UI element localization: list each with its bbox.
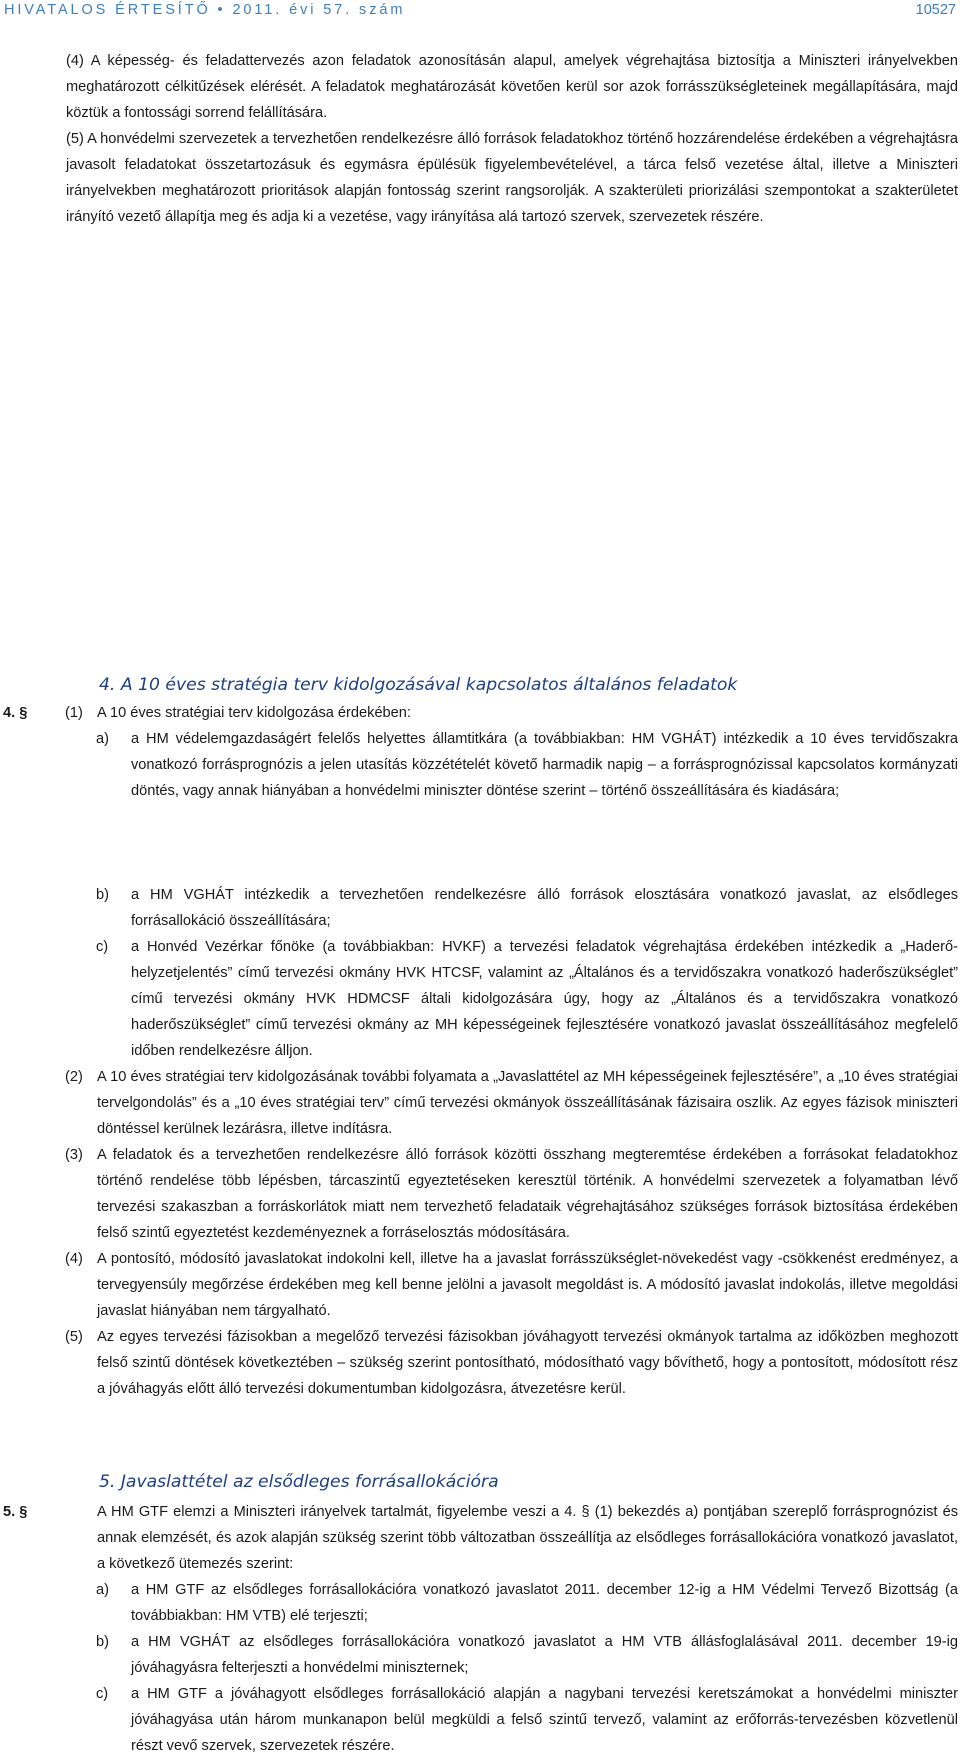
s5-item-a (96, 1578, 958, 1630)
section-5-title: 5. Javaslattétel az elsődleges forrásallokációra (99, 1472, 499, 1492)
s4-item-3-text: A feladatok és a tervezhetően rendelkezésre álló források közötti összhang megteremtése érdekében a forrásokat feladatokhoz történő rendelése több lépésben, tárcaszintű egyeztetéseken keresztül történik. A honvédelmi szervezetek a folyamatban lévő tervezési szakaszban a forráskorlátok miatt nem tervezhető feladataik végrehajtásához szükséges források biztosítása érdekében felső szintű egyeztetést kezdeményeznek a forráselosztás módosítására. (97, 1147, 958, 1241)
page-number: 10527 (915, 2, 956, 18)
s4-item-2-mark: (2) (65, 1069, 83, 1085)
s4-item-3 (65, 1143, 958, 1247)
s4-item-1-mark: (1) (65, 705, 83, 721)
s4-item-5-text: Az egyes tervezési fázisokban a megelőző tervezési fázisokban jóváhagyott tervezési okmányok tartalma az időközben meghozott felső szintű döntések következtében – szükség szerint pontosítható, módosítható vagy bővíthető, hogy a pontosított, módosított rész a jóváhagyás előtt álló tervezési dokumentumban kidolgozásra, átvezetésre kerül. (97, 1329, 958, 1397)
s4-item-c-mark: c) (96, 939, 109, 955)
s4-item-b-text: a HM VGHÁT intézkedik a tervezhetően rendelkezésre álló források elosztására vonatkozó javaslat, az elsődleges forrásallokáció összeállítására; (131, 887, 958, 929)
s4-item-c-text: a Honvéd Vezérkar főnöke (a továbbiakban: HVKF) a tervezési feladatok végrehajtása érdekében intézkedik a „Haderő-helyzetjelentés” című tervezési okmány HVK HTCSF, valamint az „Általános és a tervidőszakra vonatkozó haderőszükséglet” című tervezési okmány HVK HDMCSF általi kidolgozására úgy, hogy az „Általános és a tervidőszakra vonatkozó haderőszükséglet” című tervezési okmány az MH képességeinek fejlesztésére vonatkozó javaslat összeállításához megfelelő időben rendelkezésre álljon. (131, 939, 958, 1059)
s4-item-4-mark: (4) (65, 1251, 83, 1267)
s5-item-c (96, 1682, 958, 1760)
paragraph-5: (5) A honvédelmi szervezetek a tervezhetően rendelkezésre álló források feladatokhoz történő hozzárendelése érdekében a végrehajtásra javasolt feladatokat összetartozásuk és egymásra épülésük figyelembevételével, a tárca felső vezetése által, illetve a Miniszteri irányelvekben meghatározott prioritások alapján fontosság szerint rangsorolják. A szakterületi priorizálási szempontokat a szakterületet irányító vezető állapítja meg és adja ki a vezetése, vagy irányítása alá tartozó szervek, szervezetek részére. (66, 131, 958, 225)
section-4-number: 4. § (3, 705, 28, 721)
s4-item-b-mark: b) (96, 887, 109, 903)
s4-item-2 (65, 1065, 958, 1143)
journal-title: HIVATALOS ÉRTESÍTŐ • 2011. évi 57. szám (4, 2, 406, 18)
section-5-number: 5. § (3, 1504, 28, 1520)
s5-item-b-text: a HM VGHÁT az elsődleges forrásallokációra vonatkozó javaslatot a HM VTB állásfoglalásával 2011. december 19-ig jóváhagyásra felterjeszti a honvédelmi miniszternek; (131, 1634, 958, 1676)
s4-item-4 (65, 1247, 958, 1325)
s4-item-a-mark: a) (96, 731, 109, 747)
paragraph-4: (4) A képesség- és feladattervezés azon feladatok azonosításán alapul, amelyek végrehajtása biztosítja a Miniszteri irányelvekben meghatározott célkitűzések elérését. A feladatok meghatározását követően kerül sor azok forrásszükségleteinek megállapítására, majd köztük a fontossági sorrend felállítására. (66, 53, 958, 121)
s4-item-4-text: A pontosító, módosító javaslatokat indokolni kell, illetve ha a javaslat forrásszükséglet-növekedést vagy -csökkenést eredményez, a tervegyensúly megőrzése érdekében meg kell benne jelölni a javasolt megoldást is. A módosító javaslat indokolás, illetve megoldási javaslat hiányában nem tárgyalható. (97, 1251, 958, 1319)
s4-item-c (96, 935, 958, 1065)
s5-item-c-mark: c) (96, 1686, 109, 1702)
s4-item-1-text: A 10 éves stratégiai terv kidolgozása érdekében: (97, 705, 411, 721)
s5-item-b-mark: b) (96, 1634, 109, 1650)
s4-item-2-text: A 10 éves stratégiai terv kidolgozásának további folyamata a „Javaslattétel az MH képességeinek fejlesztésére”, a „10 éves stratégiai tervelgondolás” és a „10 éves stratégiai terv” című tervezési okmányok összeállításának fázisaira oszlik. Az egyes fázisok miniszteri döntéssel kerülnek lezárásra, illetve indításra. (97, 1069, 958, 1137)
s5-intro: A HM GTF elemzi a Miniszteri irányelvek tartalmát, figyelembe veszi a 4. § (1) bekezdés a) pontjában szereplő forrásprognózist és annak elemzését, és azok alapján szükség szerint több változatban összeállítja az elsődleges forrásallokációra vonatkozó javaslatot, a következő ütemezés szerint: (97, 1504, 958, 1572)
s4-item-5-mark: (5) (65, 1329, 83, 1345)
s4-item-b (96, 883, 958, 935)
s5-item-c-text: a HM GTF a jóváhagyott elsődleges forrásallokáció alapján a nagybani tervezési keretszámokat a honvédelmi miniszter jóváhagyása után három munkanapon belül megküldi a felső szintű tervező, valamint az erőforrás-tervezésben közvetlenül részt vevő szervek, szervezetek részére. (131, 1686, 958, 1754)
section-4-title: 4. A 10 éves stratégia terv kidolgozásával kapcsolatos általános feladatok (99, 675, 738, 695)
s5-item-b (96, 1630, 958, 1682)
s5-item-a-text: a HM GTF az elsődleges forrásallokációra vonatkozó javaslatot 2011. december 12-ig a HM Védelmi Tervező Bizottság (a továbbiakban: HM VTB) elé terjeszti; (131, 1582, 958, 1624)
s4-item-a (96, 727, 958, 805)
s4-item-a-text: a HM védelemgazdaságért felelős helyettes államtitkára (a továbbiakban: HM VGHÁT) intézkedik a 10 éves tervidőszakra vonatkozó forrásprognózis a jelen utasítás közzétételét követő harmadik napig – a forrásprognózissal kapcsolatos kormányzati döntés, vagy annak hiányában a honvédelmi miniszter döntése szerint – történő összeállítására és kiadására; (131, 731, 958, 799)
s5-item-a-mark: a) (96, 1582, 109, 1598)
running-header (4, 0, 956, 22)
s4-item-5 (65, 1325, 958, 1403)
s4-item-3-mark: (3) (65, 1147, 83, 1163)
s4-item-1 (65, 701, 958, 727)
